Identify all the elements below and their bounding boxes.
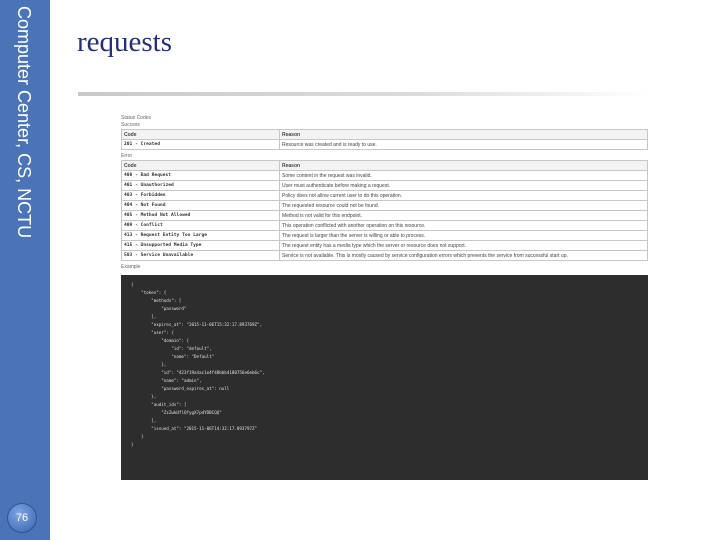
- page-number-badge: 76: [7, 503, 37, 533]
- status-reason: Service is not available. This is mostly caused by service configuration errors which prevents the service from successful start up.: [280, 251, 648, 261]
- status-reason: This operation conflicted with another operation on this resource.: [280, 221, 648, 231]
- code-line: },: [131, 394, 157, 399]
- table-row: [122, 251, 648, 261]
- status-reason: Some content in the request was invalid.: [280, 171, 648, 181]
- json-example-code-block: [121, 275, 648, 480]
- example-label: Example: [121, 264, 141, 270]
- table-row: [122, 221, 648, 231]
- error-table: [121, 160, 648, 261]
- success-label: Success: [121, 122, 140, 128]
- status-codes-heading: Status Codes: [121, 115, 152, 121]
- status-code: 201 - Created: [122, 140, 280, 150]
- code-line: ],: [131, 314, 157, 319]
- status-code: 401 - Unauthorized: [122, 181, 280, 191]
- sidebar-title: Computer Center, CS, NCTU: [14, 6, 34, 239]
- table-row: [122, 191, 648, 201]
- code-line: "methods": [: [131, 298, 182, 303]
- code-header: Code: [122, 130, 280, 140]
- code-header: Code: [122, 161, 280, 171]
- status-code: 409 - Conflict: [122, 221, 280, 231]
- status-reason: The request is larger than the server is willing or able to process.: [280, 231, 648, 241]
- status-code: 405 - Method Not Allowed: [122, 211, 280, 221]
- code-line: "id": "default",: [131, 346, 212, 351]
- status-code: 404 - Not Found: [122, 201, 280, 211]
- status-reason: Resource was created and is ready to use.: [280, 140, 648, 150]
- code-line: },: [131, 362, 167, 367]
- sidebar: [0, 0, 50, 540]
- code-line: "password_expires_at": null: [131, 386, 230, 391]
- status-code: 413 - Request Entity Too Large: [122, 231, 280, 241]
- code-line: "user": {: [131, 330, 174, 335]
- table-row: [122, 171, 648, 181]
- code-line: "ZzZwkUflQfygX7pdYDBCQQ": [131, 410, 222, 415]
- table-row: [122, 241, 648, 251]
- code-line: "id": "423f19a4ac1e4f48bbb4180756e6eb6c",: [131, 370, 265, 375]
- status-reason: User must authenticate before making a request.: [280, 181, 648, 191]
- code-line: "name": "Default": [131, 354, 215, 359]
- table-row: [122, 181, 648, 191]
- status-reason: The request entity has a media type which the server or resource does not support.: [280, 241, 648, 251]
- code-line: }: [131, 434, 144, 439]
- code-line: "domain": {: [131, 338, 189, 343]
- table-row: [122, 211, 648, 221]
- code-line: {: [131, 282, 134, 287]
- status-reason: Policy does not allow current user to do this operation.: [280, 191, 648, 201]
- status-code: 403 - Forbidden: [122, 191, 280, 201]
- code-line: "token": {: [131, 290, 167, 295]
- table-row: [122, 231, 648, 241]
- slide-title: requests: [77, 26, 173, 58]
- status-code: 415 - Unsupported Media Type: [122, 241, 280, 251]
- code-line: "expires_at": "2015-11-06T15:32:17.893769Z",: [131, 322, 263, 327]
- status-code: 400 - Bad Request: [122, 171, 280, 181]
- reason-header: Reason: [280, 161, 648, 171]
- status-code: 503 - Service Unavailable: [122, 251, 280, 261]
- status-reason: Method is not valid for this endpoint.: [280, 211, 648, 221]
- error-label: Error: [121, 153, 133, 159]
- title-divider: [78, 92, 650, 96]
- code-line: "password": [131, 306, 187, 311]
- table-row: [122, 201, 648, 211]
- code-line: }: [131, 442, 134, 447]
- code-line: ],: [131, 418, 157, 423]
- table-row: [122, 140, 648, 150]
- table-header-row: [122, 130, 648, 140]
- table-header-row: [122, 161, 648, 171]
- success-table: [121, 129, 648, 150]
- code-line: "audit_ids": [: [131, 402, 187, 407]
- api-doc-screenshot: [121, 114, 648, 480]
- code-line: "name": "admin",: [131, 378, 202, 383]
- status-reason: The requested resource could not be found.: [280, 201, 648, 211]
- reason-header: Reason: [280, 130, 648, 140]
- code-line: "issued_at": "2015-11-06T14:32:17.893797Z": [131, 426, 258, 431]
